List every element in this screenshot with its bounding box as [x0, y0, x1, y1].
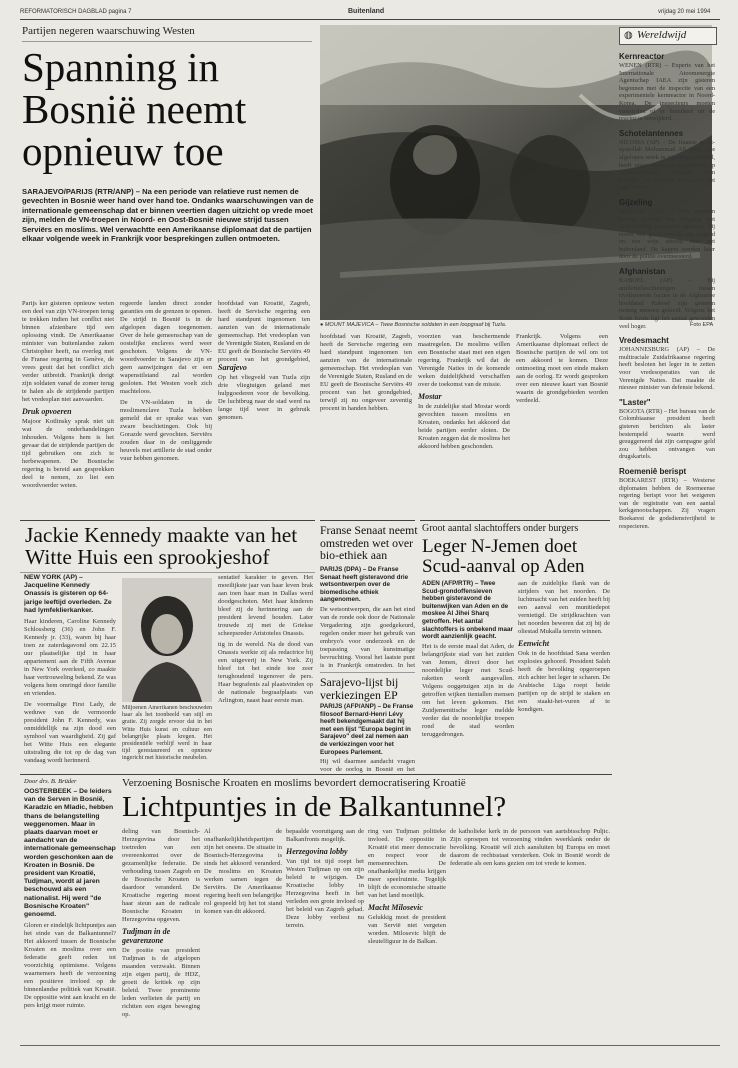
- jemen-col-2-text: aan de zuidelijke flank van de strijders van het noorden. De luchtmacht van het zuiden heeft bij een aanval een munitiedepot vernietigd. De strijdkrachten van het noorden beweren dat zij bij de oliestad Mukalla terrein winnen.: [518, 580, 610, 635]
- kicker-rule: [22, 41, 312, 42]
- sidebar-item-head: Vredesmacht: [619, 336, 669, 346]
- kennedy-col-1b-text: De voormalige First Lady, de weduwe van de vermoorde president John F. Kennedy, was onmiddellijk na zijn dood een symbool van waardigheid. Zij gaf het Witte Huis een elegante uitstraling die tot op de dag van vandaag wordt herinnerd.: [24, 701, 116, 765]
- bosnia-col-5: [516, 333, 608, 518]
- croatia-col-6-text: de katholieke kerk in de persoon van aartsbisschop Puljic. Zijn oproepen tot verzoening vinden weerklank onder de bevolking. Kroatië wil zich aansluiten bij Europa en moet daarom de rechtsstaat versterken. Ook in Bosnië wordt de federatie als een kans gezien om tot vrede te komen.: [450, 828, 610, 867]
- croatia-col-2b-text: De positie van president Tudjman is de afgelopen maanden verzwakt. Binnen zijn eigen partij, de HDZ, groeit de kritiek op zijn beleid. Twee prominente leden verlieten de partij en richtten een eigen beweging op.: [122, 947, 200, 1018]
- sarajevo-lijst-text: Hij wil daarmee aandacht vragen voor de oorlog in Bosnië en het: [320, 758, 415, 773]
- sidebar-item-head: Gijzeling: [619, 197, 653, 207]
- croatia-col-3-text: Al de onafhankelijkheidspartijen zijn het oneens. De situatie in Bosnisch-Herzegovina is sinds het akkoord veranderd. De moslims en Kroaten werken samen tegen de Serviërs. De Amerikaanse regering heeft een belangrijke rol gespeeld bij het tot stand komen van dit akkoord.: [204, 828, 282, 915]
- bosnia-col-4: [418, 333, 510, 518]
- sarajevo-lijst-body: [320, 703, 415, 773]
- bosnia-headline: Spanning in Bosnië neemt opnieuw toe: [22, 44, 247, 174]
- bosnia-col-3: [320, 333, 412, 518]
- bosnia-col-4-text: voorzien van beschermende maatregelen. De moslims willen een Bosnische staat met een eigen regering. Frankrijk wil dat de Verenigde Naties in de komende weken duidelijkheid verschaffen over de toekomst van de missie.: [418, 333, 510, 388]
- masthead-rule: [20, 19, 720, 20]
- bosnia-col-3b-text: hoofdstad van Kroatië, Zagreb, heeft de Servische regering een hard standpunt ingenomen ten aanzien van de internationale gemeenschap. Het vredesplan van de Verenigde Staten, Rusland en de EU geeft de Bosnische Serviërs 49 procent van het grondgebied, terwijl zij nu ongeveer zeventig procent in handen hebben.: [320, 333, 412, 412]
- croatia-col-1-text: Gloren er eindelijk lichtpuntjes aan het einde van de Balkantunnel? Het akkoord tussen de Bosnische Kroaten en moslims over een federatie geeft reden tot voorzichtig optimisme. Volgens waarnemers heeft de verzoening een positieve invloed op de binnenlandse politiek van Kroatië. De oppositie wint aan kracht en de pers krijgt meer ruimte.: [24, 922, 116, 1010]
- bosnia-col-2: [120, 300, 212, 520]
- bosnia-subhead-mostar: Mostar: [418, 392, 442, 401]
- croatia-byline: Door drs. B. Brüder: [24, 778, 77, 785]
- photo-credit: Foto EPA: [690, 322, 714, 328]
- jemen-lead: ADEN (AFP/RTR) – Twee Scud-grondoffensieven hebben gisteravond de buitenwijken van Aden en de moskee Al Jihei Sharq getroffen. Het aantal slachtoffers is onbekend maar wordt aanzienlijk geacht.: [422, 580, 513, 641]
- bosnia-col-3-text: hoofdstad van Kroatië, Zagreb, heeft de Servische regering een hard standpunt ingenomen ten aanzien van de internationale gemeenschap. Het vredesplan van de Verenigde Staten, Rusland en de EU geeft de Bosnische Serviërs 49 procent van het grondgebied,: [218, 300, 310, 363]
- kennedy-col-1-text: Haar kinderen, Caroline Kennedy Schlossberg (36) en John F. Kennedy jr. (33), waren bij haar toen ze zaterdagavond om 22.15 uur plaatselijke tijd in haar appartement aan de Fifth Avenue in New York overleed, zo maakte haar vertrouweling bekend. Ze was volgens hem omringd door familie en vrienden.: [24, 618, 116, 698]
- bosnia-kicker: Partijen negeren waarschuwing Westen: [22, 25, 195, 37]
- croatia-col-3: [204, 828, 282, 1043]
- sarajevo-lijst-headline: Sarajevo-lijst bij verkiezingen EP: [320, 675, 399, 702]
- bosnia-col-2-sarajevo: [218, 360, 310, 520]
- croatia-subhead-lobby: Herzegovina lobby: [286, 847, 348, 856]
- sidebar-item-text: NICOSIA (AP) – De Iraanse groot-ayatollah Mohammad Ali Araki, die afgelopen week in zijn dorp overleed, heeft opgeroepen tot een verbod op schotelantennes. Volgens hem brengen zij westerse invloeden het land binnen.: [619, 138, 715, 192]
- senaat-headline: Franse Senaat neemt omstreden wet over bio-ethiek aan: [320, 523, 418, 562]
- jemen-col-2: [518, 580, 610, 773]
- sidebar-item-text: BOGOTA (RTR) – Het bureau van de Colombiaanse president heeft gisteren berichten als laster bestempeld waarin werd gesuggereerd dat zijn campagne geld zou hebben ontvangen van drugskartels.: [619, 407, 715, 461]
- jemen-col-2b-text: Ook in de hoofdstad Sana werden explosies gehoord. President Saleh heeft de bevolking opgeroepen zich achter het leger te scharen. De Arabische Liga roept beide partijen op de strijd te staken en een staakt-het-vuren af te kondigen.: [518, 650, 610, 713]
- kennedy-col-2-text: Miljoenen Amerikanen beschouwden haar als het toonbeeld van stijl en gratie. Zij zorgde ervoor dat in het Witte Huis kunst en cultuur een belangrijke plaats kregen. Het presidentiële verblijf werd in haar tijd gerestaureerd en opnieuw ingericht met historische meubelen.: [122, 705, 212, 762]
- jemen-headline: Leger N-Jemen doet Scud-aanval op Aden: [422, 536, 585, 577]
- sidebar-item-head: Schotelantennes: [619, 128, 684, 138]
- sarajevo-lijst-lead: PARIJS (AFP/ANP) – De Franse filosoof Bernard-Henri Lévy heeft bekendgemaakt dat hij met een lijst "Europa begint in Sarajevo" deel zal nemen aan de verkiezingen voor het Europees Parlement.: [320, 703, 414, 756]
- section-title: Buitenland: [348, 8, 385, 15]
- kennedy-rule: [20, 520, 315, 521]
- sidebar-item-text: WENEN (RTR) – Experts van het Internationale Atoomenergie Agentschap IAEA zijn gisteren begonnen met de inspectie van een experimentele kernreactor in Noord-Korea. De inspecteurs moeten vaststellen of er brandstof uit de reactor is verwijderd.: [619, 62, 715, 123]
- kennedy-col-3-text: sentatief karakter te geven. Het moeilijkste jaar van haar leven brak aan toen haar man in Dallas werd doodgeschoten. Met haar kinderen bleef zij de herinnering aan de president levend houden. Later trouwde zij met de Griekse scheepsreder Aristoteles Onassis.: [218, 574, 313, 637]
- kennedy-col-2: [122, 705, 212, 773]
- croatia-subhead-milosevic: Macht Milosevic: [368, 903, 423, 912]
- senaat-lead: PARIJS (DPA) – De Franse Senaat heeft gisteravond drie wetsontwerpen over de biomedische ethiek aangenomen.: [320, 566, 409, 604]
- sidebar-list: [619, 52, 715, 530]
- globe-icon: ◍: [624, 30, 633, 41]
- masthead-date: vrijdag 20 mei 1994: [658, 9, 711, 15]
- bosnia-col-2-cont: [218, 300, 310, 365]
- croatia-col-2-text: deling van Bosnisch-Herzegovina door het toetreden van een overeenkomst over de gezamenlijke federatie. De verhouding tussen Zagreb en de Bosnische Kroaten is daardoor veranderd. De Kroatische regering moest haar steun aan de radicale Bosnische Kroaten in Herzegovina opgeven.: [122, 828, 200, 923]
- bosnia-subhead-sarajevo: Sarajevo: [218, 363, 247, 372]
- sidebar-item-text: KABOEL (AP) – Bij artilleriebeschietingen tussen rivaliserende facties in de Afghaanse hoofdstad Kaboel zijn gisteren twintig mensen gedood. Volgens het Rode Kruis ligt het aantal gewonden veel hoger.: [619, 277, 715, 330]
- bosnia-col-4b-text: In de zuidelijke stad Mostar wordt gevochten tussen moslims en Kroaten, ondanks het akkoord dat beide partijen eerder sloten. De Kroaten zeggen dat de moslims het akkoord hebben geschonden.: [418, 403, 510, 450]
- croatia-col-1: [24, 788, 116, 1043]
- sidebar-items: [619, 46, 715, 1036]
- bosnia-col-1-text: Parijs ker gisteren opnieuw weten een deel van zijn VN-troepen terug te trekken indien het conflict niet binnen afzienbare tijd een oplossing vindt. De Amerikaanse minister van buitenlandse zaken Christopher heeft, na overleg met de Franse regering in Genève, de vrees geuit dat het conflict zich verder uitbreidt. Frankrijk dreigt zijn soldaten vanaf de zomer terug te halen als de strijdende partijen het vredesplan niet aanvaarden.: [22, 300, 114, 403]
- bosnia-col-5-text: Frankrijk. Volgens een Amerikaanse diplomaat reflect de Bosnische partijen de wil om tot een akkoord te komen. Deze ontmoeting moet een einde maken aan de oorlog. Er wordt gesproken over een nieuwe kaart van Bosnië waarin de grondgebieden worden verdeeld.: [516, 333, 608, 404]
- sidebar-item-text: MOSKOU (AP) – Drie mannen hebben gisteren een vliegtuig met ruim twintig passagiers gekaapt. Zij eisten een groot bedrag aan losgeld en een vrije aftocht naar het buitenland. De kapers werden later door de politie overmeesterd.: [619, 207, 715, 261]
- kennedy-photo-image: [122, 578, 212, 702]
- photo-caption: ● MOUNT MAJEVICA – Twee Bosnische soldaten in een loopgraaf bij Tuzla.: [320, 322, 507, 328]
- sidebar-item-text: JOHANNESBURG (AP) – De multiraciale Zuidafrikaanse regering heeft besloten het leger in te zetten voor vredesoperaties van de Verenigde Naties. Dat maakte de nieuwe minister van defensie bekend.: [619, 346, 715, 392]
- sidebar-title-box: [619, 27, 717, 45]
- kennedy-lead: NEW YORK (AP) – Jacqueline Kennedy Onassis is gisteren op 64-jarige leeftijd overleden. Ze had lymfeklierkanker.: [24, 574, 112, 614]
- croatia-headline: Lichtpuntjes in de Balkantunnel?: [122, 791, 507, 823]
- sidebar-item-head: Afghanistan: [619, 267, 666, 277]
- kennedy-col-1: [24, 574, 116, 772]
- croatia-col-5b-text: Gelukkig moet de president van Servië niet vergeten worden. Milosevic blijft de sleutelfiguur in de Balkan.: [368, 914, 446, 945]
- jemen-subhead-eenwicht: Eenwicht: [518, 639, 550, 648]
- croatia-col-4b-text: Van tijd tot tijd roept het Westen Tudjman op om zijn beleid te wijzigen. De Kroatische lobby in Herzegovina heeft in het verleden een grote invloed op het beleid van Zagreb gehad. Deze lobby verliest nu terrein.: [286, 858, 364, 929]
- senaat-body: [320, 566, 415, 670]
- kennedy-col-3: [218, 574, 313, 772]
- kennedy-headline: Jackie Kennedy maakte van het Witte Huis een sprookjeshof: [25, 523, 298, 569]
- croatia-col-5-text: ring van Tudjman politieke invloed. De oppositie in Kroatië eist meer democratie en respect voor de mensenrechten. De onafhankelijke media krijgen meer speelruimte. Tegelijk blijft de economische situatie van het land moeilijk.: [368, 828, 446, 899]
- sidebar-item-head: "Laster": [619, 397, 651, 407]
- bosnia-col-1b-text: Majoor Kotlinsky sprak niet uit wat de onderhandelingen inhouden. Volgens hem is het gevaar dat de strijdende partijen de tijd gebruiken om zich te herbewapenen. De Bosnische regering is bereid aan gesprekken deel te nemen, zo liet een woordvoerder weten.: [22, 418, 114, 489]
- croatia-col-5: [368, 828, 446, 1043]
- masthead-left: REFORMATORISCH DAGBLAD pagina 7: [20, 9, 132, 15]
- croatia-col-4-text: bepaalde vooruitgang aan de Balkanfronts mogelijk.: [286, 828, 364, 843]
- jemen-kicker: Groot aantal slachtoffers onder burgers: [422, 523, 579, 534]
- bosnia-col-2-text: regeerde landen direct zonder garanties om de grenzen te openen. De strijd in Bosnië is in de afgelopen dagen toegenomen. Over de hele gemeenschap van de oostelijke enclaves werd weer geschoten. Volgens de VN-woordvoerder in Sarajevo zijn er geen aanwijzingen dat er een wapenstilstand zal worden gesloten. Het Westen voelt zich machteloos.: [120, 300, 212, 395]
- sidebar-item-text: BOEKAREST (RTR) – Westerse diplomaten hebben de Roemeense regering berispt voor het weigeren van de registratie van een aantal kerkgenootschappen. Zij vragen Boekarest de godsdienstvrijheid te respecteren.: [619, 476, 715, 530]
- croatia-lead: OOSTERBEEK – De leiders van de Serven in Bosnië, Karadzic en Mladic, hebben thans de belangstelling weggenomen. Maar in plaats daarvan moet er aandacht van de internationale gemeenschap worden geschonken aan de Kroaten in Bosnië. De president van Kroatië, Tudjman, wordt al jaren beschouwd als een nationalist. Hij werd "de Bosnische Kroaten" genoemd.: [24, 788, 116, 919]
- jemen-col-1-text: Het is de eerste maal dat Aden, de belangrijkste stad van het zuiden van Jemen, direct door het noordelijke leger met Scud-raketten wordt aangevallen. Volgens ooggetuigen zijn in de getroffen wijken tientallen mensen om het leven gekomen. Het Zuidjemenitische leger meldde verder dat de noordelijke troepen rond de stad worden teruggedrongen.: [422, 642, 514, 738]
- kennedy-col-4-text: tig in de wereld. Na de dood van Onassis werkte zij als redactrice bij een uitgeverij in New York. Zij bleef tot het einde toe zeer terughoudend tegenover de pers. Haar begrafenis zal plaatsvinden op de nationale begraafplaats van Arlington, naast haar eerste man.: [218, 641, 313, 704]
- kennedy-photo: [122, 578, 212, 702]
- croatia-col-6: [450, 828, 610, 1043]
- bosnia-col-2c-text: Op het vliegveld van Tuzla zijn drie vliegtuigen geland met hulpgoederen voor de bevolking. De luchtbrug naar de stad werd na lange tijd weer in gebruik genomen.: [218, 374, 310, 421]
- bosnia-subhead-druk: Druk opvoeren: [22, 407, 72, 416]
- croatia-col-4: [286, 828, 364, 1043]
- sidebar-item-head: Kernreactor: [619, 52, 665, 61]
- bosnia-col-2b-text: De VN-soldaten in de moslimenclave Tuzla hebben gemeld dat er sprake was van zware beschietingen. Ook bij Gorazde werd gevochten. Serviërs zouden daar in de omliggende heuvels met artillerie de stad onder vuur hebben genomen.: [120, 399, 212, 462]
- croatia-subhead-tudjman: Tudjman in de gevarenzone: [122, 927, 171, 945]
- croatia-col-2: [122, 828, 200, 1043]
- croatia-kicker: Verzoening Bosnische Kroaten en moslims bevordert democratisering Kroatië: [122, 777, 466, 789]
- bosnia-lead: SARAJEVO/PARIJS (RTR/ANP) – Na een periode van relatieve rust nemen de gevechten in Bosnië weer hand over hand toe. Ondanks waarschuwingen van de internationale gemeenschap dat er binnen veertien dagen uitzicht op vrede moet zijn, melden de VN-troepen in Noord- en Oost-Bosnië nieuwe strijd tussen Serviërs en moslims. Wel verwachtte een Amerikaanse diplomaat dat de partijen elkaar volgende week in Frankrijk voor besprekingen zullen ontmoeten.: [22, 187, 314, 244]
- senaat-text: De wetsontwerpen, die aan het eind van de ronde ook door de Nationale Vergadering zijn goedgekeurd, regelen onder meer het gebruik van embryo's voor onderzoek en de toepassing van kunstmatige bevruchting. Vooral het laatste punt is in Frankrijk omstreden. In het: [320, 605, 415, 669]
- sidebar-item-head: Roemeniê berispt: [619, 466, 687, 476]
- bosnia-col-1: [22, 300, 114, 520]
- sidebar-title: Wereldwijd: [637, 29, 687, 41]
- jemen-col-1: [422, 580, 514, 773]
